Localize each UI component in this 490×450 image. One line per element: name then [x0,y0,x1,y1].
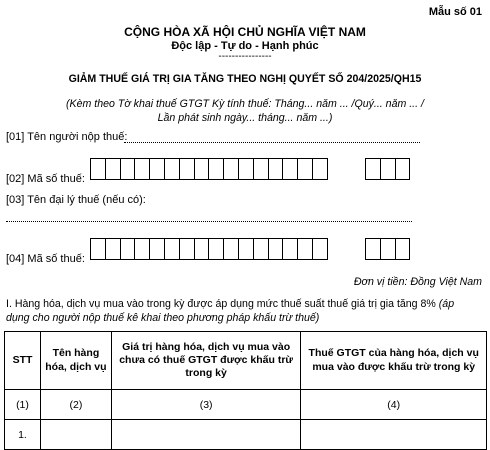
agent-tax-code-box[interactable] [223,238,239,260]
header-stt: STT [5,332,41,390]
agent-tax-code-box[interactable] [268,238,284,260]
row-stt: 1. [5,420,41,450]
agent-tax-code-box[interactable] [164,238,180,260]
header-value-before-tax: Giá trị hàng hóa, dịch vụ mua vào chưa có thuế GTGT được khấu trừ trong kỳ [111,332,301,390]
section-1-note-start: (áp [438,298,455,310]
tax-code-box[interactable] [208,158,224,180]
tax-code-box[interactable] [179,158,195,180]
form-subtitle-line2: Lần phát sinh ngày... tháng... năm ...) [157,112,333,124]
tax-code-box[interactable] [297,158,313,180]
tax-code-box[interactable] [164,158,180,180]
tax-code-box[interactable] [312,158,328,180]
table-row [5,420,487,450]
agent-tax-code-branch-box[interactable] [395,238,411,260]
taxpayer-name-label: [01] Tên người nộp thuế: [6,131,128,143]
agent-tax-code-box[interactable] [149,238,165,260]
tax-code-box[interactable] [238,158,254,180]
agent-tax-code-branch-box[interactable] [380,238,396,260]
tax-code-box[interactable] [253,158,269,180]
agent-tax-code-box[interactable] [120,238,136,260]
section-1-text: I. Hàng hóa, dịch vụ mua vào trong kỳ được áp dụng mức thuế suất thuế giá trị gia tăng 8% [6,298,436,310]
form-title: GIẢM THUẾ GIÁ TRỊ GIA TĂNG THEO NGHỊ QUYẾT SỐ 204/2025/QH15 [68,73,422,85]
tax-code-branch-boxes[interactable] [365,158,409,180]
index-cell: (4) [301,390,487,420]
tax-code-box[interactable] [90,158,106,180]
agent-tax-code-label: [04] Mã số thuế: [6,253,85,265]
section-1-note-end: dụng cho người nộp thuế kê khai theo phương pháp khấu trừ thuế) [6,312,320,324]
row-value-cell[interactable] [111,420,301,450]
agent-tax-code-boxes[interactable] [90,238,327,260]
header-goods-name: Tên hàng hóa, dịch vụ [40,332,111,390]
agent-tax-code-box[interactable] [208,238,224,260]
agent-tax-code-box[interactable] [134,238,150,260]
agent-tax-code-branch-boxes[interactable] [365,238,409,260]
tax-code-box[interactable] [105,158,121,180]
motto: Độc lập - Tự do - Hạnh phúc [171,40,319,52]
motto-rule: ---------------- [218,51,272,62]
table-header-row [5,332,487,390]
tax-code-branch-box[interactable] [380,158,396,180]
agent-tax-code-box[interactable] [238,238,254,260]
goods-table [4,331,487,450]
tax-code-branch-box[interactable] [395,158,411,180]
tax-code-box[interactable] [282,158,298,180]
tax-code-box[interactable] [194,158,210,180]
agent-tax-code-box[interactable] [194,238,210,260]
form-subtitle-line1: (Kèm theo Tờ khai thuế GTGT Kỳ tính thuế: Tháng... năm ... /Quý... năm ... / [66,98,424,110]
agent-tax-code-box[interactable] [312,238,328,260]
table-index-row [5,390,487,420]
index-cell: (3) [111,390,301,420]
taxpayer-name-line[interactable] [124,142,420,143]
tax-code-boxes[interactable] [90,158,327,180]
row-vat-cell[interactable] [301,420,487,450]
agent-name-label: [03] Tên đại lý thuế (nếu có): [6,194,146,206]
section-1-heading [6,297,486,325]
agent-tax-code-box[interactable] [179,238,195,260]
country-heading: CỘNG HÒA XÃ HỘI CHỦ NGHĨA VIỆT NAM [124,25,366,39]
index-cell: (1) [5,390,41,420]
tax-code-box[interactable] [120,158,136,180]
agent-tax-code-box[interactable] [105,238,121,260]
tax-code-box[interactable] [149,158,165,180]
agent-tax-code-box[interactable] [253,238,269,260]
agent-tax-code-box[interactable] [297,238,313,260]
currency-unit: Đơn vị tiền: Đồng Việt Nam [353,276,482,288]
index-cell: (2) [40,390,111,420]
agent-tax-code-branch-box[interactable] [365,238,381,260]
form-number: Mẫu số 01 [428,6,482,18]
agent-name-line[interactable] [6,221,412,222]
header-vat-amount: Thuế GTGT của hàng hóa, dịch vụ mua vào được khấu trừ trong kỳ [301,332,487,390]
agent-tax-code-box[interactable] [282,238,298,260]
tax-code-box[interactable] [223,158,239,180]
tax-code-branch-box[interactable] [365,158,381,180]
row-goods-name-cell[interactable] [40,420,111,450]
tax-code-box[interactable] [134,158,150,180]
agent-tax-code-box[interactable] [90,238,106,260]
tax-code-box[interactable] [268,158,284,180]
tax-code-label: [02] Mã số thuế: [6,173,85,185]
